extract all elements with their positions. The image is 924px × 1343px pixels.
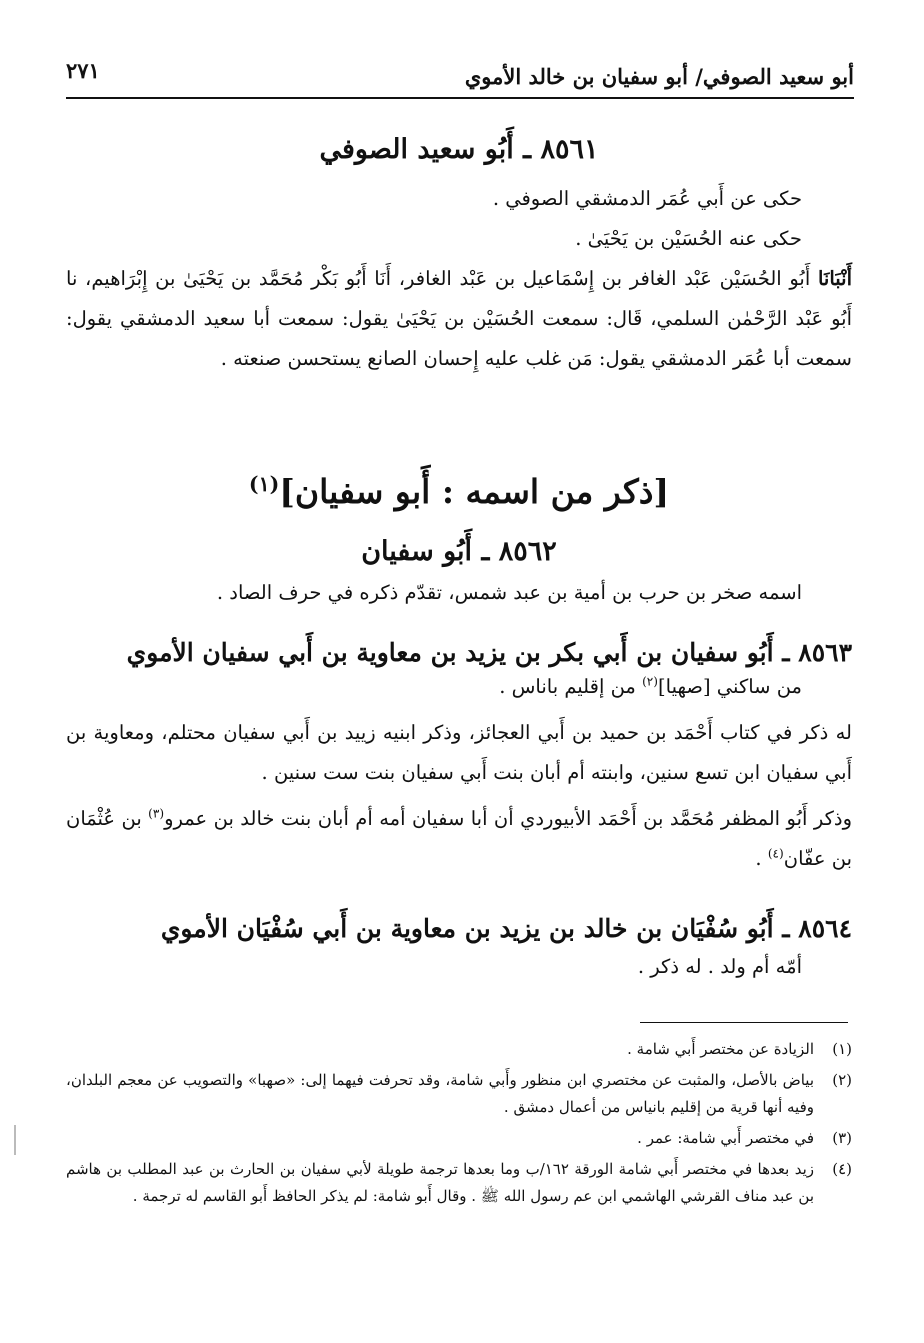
footnote-number: (٢) <box>832 1071 852 1089</box>
entry-line: حكى عن أَبي عُمَر الدمشقي الصوفي . <box>492 187 802 210</box>
footnote-number: (٣) <box>832 1129 852 1147</box>
entry-line: أمّه أم ولد . له ذكر . <box>637 955 802 978</box>
entry-line: حكى عنه الحُسَيْن بن يَحْيَىٰ . <box>575 227 802 250</box>
paragraph-text: بن عُثْمَان بن عفّان <box>66 807 852 870</box>
footnote-marker: (٣) <box>148 806 165 821</box>
header-title: أبو سعيد الصوفي/ أبو سفيان بن خالد الأموي <box>464 64 854 89</box>
footnote-marker: (٢) <box>642 674 659 689</box>
entry-heading: ٨٥٦٢ ـ أَبُو سفيان <box>361 536 557 567</box>
entry-8563 <box>66 638 852 879</box>
isnad-text: أَبُو الحُسَيْن عَبْد الغافر بن إِسْمَاعيل بن عَبْد الغافر، أَنَا أَبُو بَكْر مُحَمَّد بن يَحْيَىٰ بن إِبْرَاهيم، نا أَبُو عَبْد الرَّحْمٰن السلمي، قَال: سمعت الحُسَيْن بن يَحْيَىٰ يقول: سمعت أبا سعيد الدمشقي يقول: سمعت أبا عُمَر الدمشقي يقول: مَن غلب عليه إِحسان الصانع يستحسن صنعته . <box>66 267 852 370</box>
footnote <box>66 1125 852 1152</box>
footnote <box>66 1036 852 1063</box>
footnote-number: (١) <box>832 1040 852 1058</box>
paragraph-text: . <box>755 847 768 870</box>
entry-line: اسمه صخر بن حرب بن أمية بن عبد شمس، تقدّم ذكره في حرف الصاد . <box>216 581 802 604</box>
entry-8564 <box>66 914 852 987</box>
section-heading-block <box>66 472 852 511</box>
section-title: [ذكر من اسمه : أَبو سفيان] <box>279 472 670 511</box>
footnote-marker: (٤) <box>767 846 784 861</box>
footnote-rule <box>640 1022 848 1023</box>
footnote <box>66 1067 852 1121</box>
entry-8561 <box>66 134 852 379</box>
footnote-text: في مختصر أَبي شامة: عمر . <box>637 1129 814 1147</box>
isnad-keyword: أَنْبَانَا <box>817 267 852 290</box>
scan-gutter-mark <box>14 1125 16 1155</box>
footnote-text: الزيادة عن مختصر أَبي شامة . <box>627 1040 814 1058</box>
entry-line-text: من ساكني [صهيا] <box>658 675 802 698</box>
running-header <box>66 58 854 98</box>
entry-line-text: من إقليم باناس . <box>499 675 643 698</box>
entry-heading: ٨٥٦٤ ـ أَبُو سُفْيَان بن خالد بن يزيد بن معاوية بن أَبي سُفْيَان الأموي <box>160 914 852 943</box>
entry-paragraph <box>66 799 852 879</box>
footnote-text: بياض بالأصل، والمثبت عن مختصري ابن منظور وأَبي شامة، وقد تحرفت فيهما إلى: «صهبا» والتصويب عن معجم البلدان، وفيه أنها قرية من إقليم بانياس من أعمال دمشق . <box>66 1071 814 1116</box>
entry-8562 <box>66 536 852 613</box>
footnote-text: زيد بعدها في مختصر أَبي شامة الورقة ١٦٢/ب وما بعدها ترجمة طويلة لأبي سفيان بن الحارث بن عبد المطلب بن هاشم بن عبد مناف القرشي الهاشمي ابن عم رسول الله ﷺ . وقال أَبو شامة: لم يذكر الحافظ أَبو القاسم له ترجمة . <box>66 1160 814 1205</box>
page-number: ٢٧١ <box>66 58 100 83</box>
entry-heading: ٨٥٦٣ ـ أَبُو سفيان بن أَبي بكر بن يزيد بن معاوية بن أَبي سفيان الأموي <box>126 638 852 667</box>
isnad-paragraph <box>66 259 852 379</box>
footnote <box>66 1156 852 1210</box>
paragraph-text: وذكر أَبُو المظفر مُحَمَّد بن أَحْمَد الأبيوردي أن أبا سفيان أمه أم أبان بنت خالد بن عمرو <box>164 807 852 830</box>
section-heading <box>66 472 852 511</box>
footnote-number: (٤) <box>832 1160 852 1178</box>
entry-paragraph: له ذكر في كتاب أَحْمَد بن حميد بن أَبي العجائز، وذكر ابنيه زييد بن أَبي سفيان محتلم، ومعاوية بن أَبي سفيان ابن تسع سنين، وابنته أم أبان بنت أَبي سفيان بنت ست سنين . <box>66 721 852 784</box>
footnotes <box>66 1036 852 1214</box>
header-rule <box>66 97 854 99</box>
footnote-marker: (١) <box>248 472 280 496</box>
entry-heading: ٨٥٦١ ـ أَبُو سعيد الصوفي <box>319 134 599 165</box>
entry-line <box>66 667 852 707</box>
